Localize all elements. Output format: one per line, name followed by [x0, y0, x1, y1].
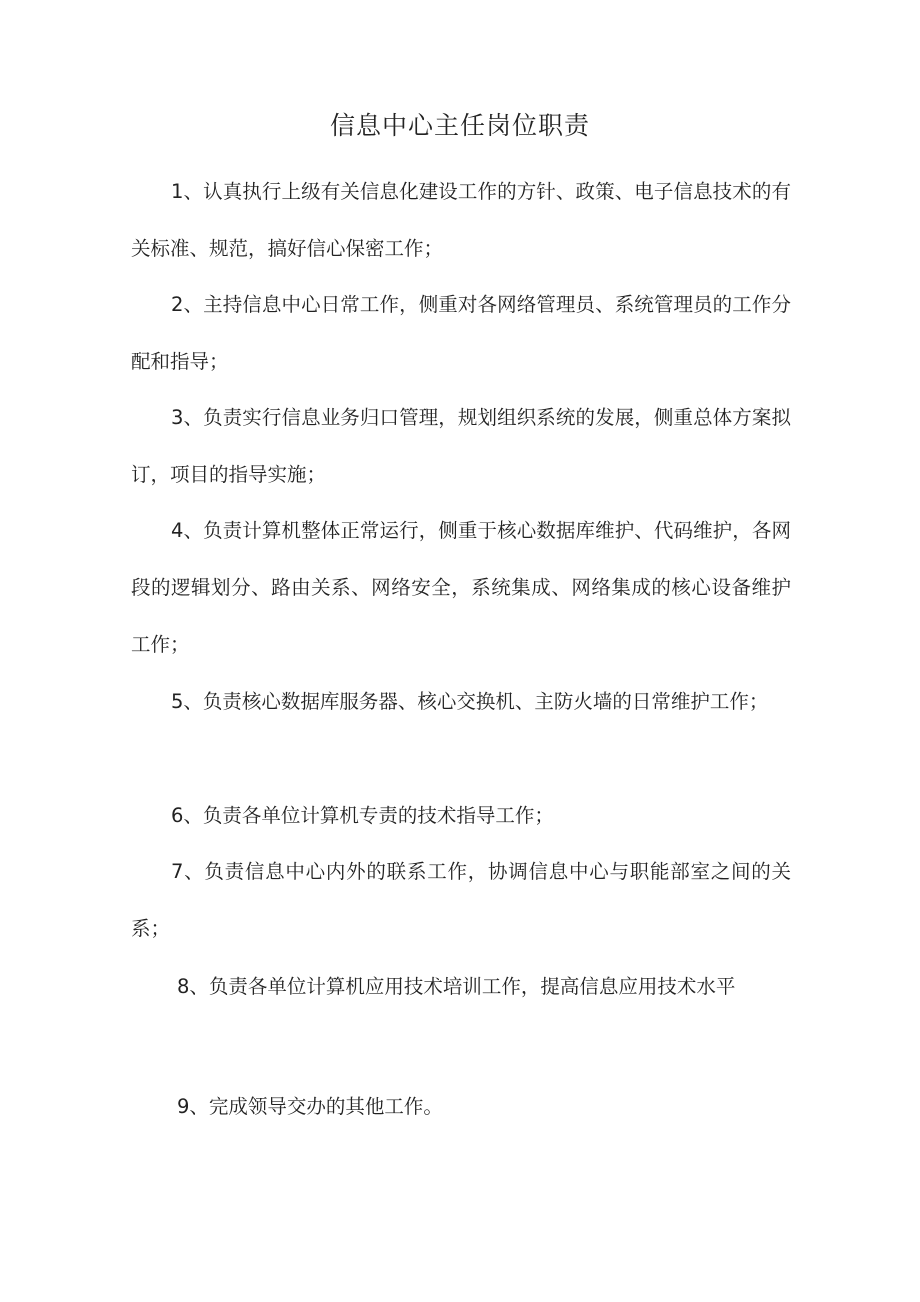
duty-item-6: 6、负责各单位计算机专责的技术指导工作；: [171, 804, 554, 827]
duty-item-3: 3、负责实行信息业务归口管理，规划组织系统的发展，侧重总体方案拟订，项目的指导实施；: [131, 406, 791, 486]
duty-item-9: 9、完成领导交办的其他工作。: [177, 1095, 443, 1118]
document-title: 信息中心主任岗位职责: [329, 111, 590, 140]
duty-item-5: 5、负责核心数据库服务器、核心交换机、主防火墙的日常维护工作；: [171, 690, 769, 713]
duty-item-1: 1、认真执行上级有关信息化建设工作的方针、政策、电子信息技术的有关标准、规范，搞好信心保密工作；: [131, 180, 791, 260]
duty-item-4: 4、负责计算机整体正常运行，侧重于核心数据库维护、代码维护，各网段的逻辑划分、路由关系、网络安全，系统集成、网络集成的核心设备维护工作；: [131, 519, 791, 656]
duty-item-7: 7、负责信息中心内外的联系工作，协调信息中心与职能部室之间的关系；: [131, 860, 791, 940]
duty-item-8: 8、负责各单位计算机应用技术培训工作，提高信息应用技术水平: [177, 975, 736, 998]
duty-item-2: 2、主持信息中心日常工作，侧重对各网络管理员、系统管理员的工作分配和指导；: [131, 293, 791, 373]
